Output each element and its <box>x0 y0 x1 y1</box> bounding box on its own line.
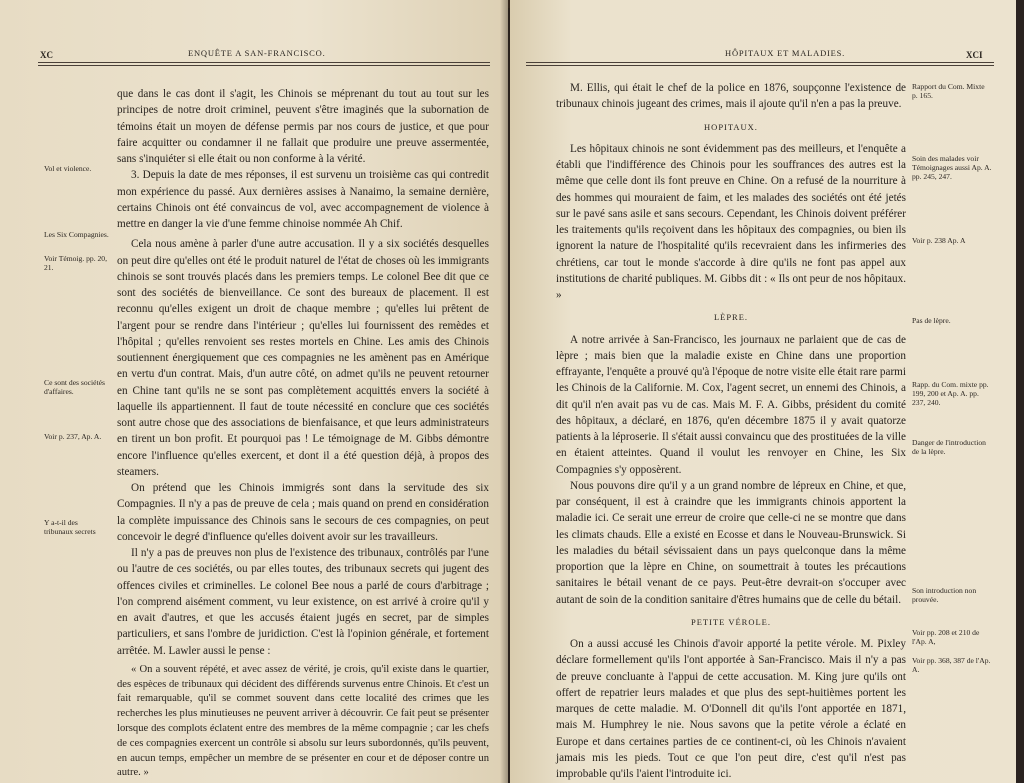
section-heading: PETITE VÉROLE. <box>691 616 771 627</box>
sidenote: Voir pp. 368, 387 de l'Ap. A. <box>912 656 991 674</box>
paragraph: Nous pouvons dire qu'il y a un grand nombre de lépreux en Chine, et que, par conséquent, il est à craindre que les immigrants chinois apportent la maladie ici. Ce serait une erreur de croire que celle-ci ne se montre que dans les climats chauds. Elle a existé en Ecosse et dans le Nouveau-Brunswick. Si les maladies du bétail sévissaient dans un pays quelconque dans la même proportion que la lèpre en Chine, on soumettrait à toutes les précautions sanitaires le bétail venant de ce pays. Peut-être devrait-on s'occuper avec autant de soin de la condition sanitaire d'êtres humains que de celle du bétail. <box>556 479 906 606</box>
paragraph: Les hôpitaux chinois ne sont évidemment pas des meilleurs, et l'enquête a établi que l'indifférence des Chinois pour les souffrances des autres est la même que celle dont ils font preuve en Chine. On a refusé de la nourriture à des hommes qui mouraient de faim, et les malades des sociétés ont été jetés sur le pavé sans asile et sans secours. Cependant, les Chinois doivent préférer les traitements qu'ils reçoivent dans les hôpitaux des compagnies, ou bien ils ignorent la nature de l'hospitalité qu'ils recevraient dans les infirmeries des chrétiens, car tout le monde s'accorde à dire qu'ils ne font pas appel aux institutions de charité publiques. M. Gibbs dit : « Ils ont peur de nos hôpitaux. » <box>556 142 906 301</box>
right-running-head: HÔPITAUX ET MALADIES. <box>725 48 846 58</box>
sidenote: Voir p. 238 Ap. A <box>912 236 966 245</box>
header-rule <box>526 62 994 63</box>
header-rule <box>38 65 490 66</box>
left-page <box>0 0 508 783</box>
sidenote: Soin des malades voir Témoignages aussi Ap. A. pp. 245, 247. <box>912 154 992 181</box>
sidenote: Vol et violence. <box>44 164 92 173</box>
paragraph: que dans le cas dont il s'agit, les Chinois se méprenant du tout au tout sur les principes de notre droit criminel, peuvent s'être imaginés que la subornation de témoins était un moyen de défense permis par nos cours de justice, et que pour faire acquitter ou condamner il ne fallait que produire une preuve assermentée, sans s'inquiéter si elle était ou non conforme à la vérité. <box>117 88 489 165</box>
sidenote: Pas de lèpre. <box>912 316 951 325</box>
sidenote: Y a-t-il des tribunaux secrets <box>44 518 96 536</box>
section-heading: LÈPRE. <box>713 312 749 323</box>
sidenote: Rapport du Com. Mixte p. 165. <box>912 82 985 100</box>
paragraph: Il n'y a pas de preuves non plus de l'existence des tribunaux, contrôlés par l'une ou l'autre de ces sociétés, ou par elles toutes, des tribunaux secrets qui jugent des offences civiles et criminelles. Le colonel Bee nous a parlé de cours d'arbitrage ; l'on comprend aisément comment, vu leur existence, on est arrivé à croire qu'il y en avait d'autres, et que les accusés étaient jugés en secret, par de simples particuliers, et sans l'ombre de juridiction. C'est là l'opinion générale, et fortement arrêtée. M. Lawler aussi le pense : <box>117 547 489 657</box>
sidenote: Rapp. du Com. mixte pp. 199, 200 et Ap. A. pp. 237, 240. <box>912 380 989 407</box>
right-folio: XCI <box>966 50 983 60</box>
left-folio: XC <box>40 50 53 60</box>
left-body <box>117 86 489 781</box>
sidenote: Voir p. 237, Ap. A. <box>44 432 102 441</box>
paragraph: M. Ellis, qui était le chef de la police en 1876, soupçonne l'existence de tribunaux chinois jugeant des crimes, mais il ajoute qu'il n'en a pas la preuve. <box>556 82 906 111</box>
paragraph: 3. Depuis la date de mes réponses, il est survenu un troisième cas qui contredit mon expérience du passé. Aux dernières assises à Nanaimo, la semaine dernière, certains Chinois ont été convaincus de vol, avec accompagnement de violence à mettre en danger la vie d'une femme chinoise nommée Ah Chif. <box>117 169 489 230</box>
sidenote: Les Six Compagnies. <box>44 230 109 239</box>
left-running-head: ENQUÊTE A SAN-FRANCISCO. <box>188 48 326 58</box>
header-rule <box>38 62 490 63</box>
quotation: « On a souvent répété, et avec assez de vérité, je crois, qu'il existe dans le quartier, des espèces de tribunaux qui décident des différends survenus entre Chinois. Et c'est un fait remarquable, qu'il se commet souvent dans cette localité des crimes que les recherches les plus minutieuses ne peuvent arriver à découvrir. Ce fait peut se présenter lorsque des complots éclatent entre des membres de la même compagnie ; car les chefs de ces compagnies exercent un contrôle si absolu sur leurs subordonnés, qu'ils peuvent, en aucun temps, empêcher un membre de se présenter en cour et de déposer contre un autre. » <box>117 663 489 779</box>
paragraph: On prétend que les Chinois immigrés sont dans la servitude des six Compagnies. Il n'y a pas de preuve de cela ; mais quand on prend en considération la complète impuissance des Chinois sans le secours de ces compagnies, on peut concevoir le degré d'influence qu'elles doivent avoir sur les travailleurs. <box>117 482 489 543</box>
right-page <box>510 0 1024 783</box>
sidenote: Ce sont des sociétés d'affaires. <box>44 378 105 396</box>
paragraph: On a aussi accusé les Chinois d'avoir apporté la petite vérole. M. Pixley déclare formellement qu'ils l'ont apportée à San-Francisco. Mais il n'y a pas de preuve concluante à l'appui de cette accusation. M. King jure qu'ils ont offert de repatrier leurs malades et que plus des sept-huitièmes portent les marques de cette maladie. M. O'Donnell dit qu'ils l'ont apportée en 1871, mais M. Humphrey le nie. Nous savons que la petite vérole a éclaté en Europe et dans certaines parties de ce continent-ci, où les Chinois n'avaient jamais mis les pieds. Tout ce que l'on peut dire, c'est qu'il n'est pas improbable qu'ils l'aient l'introduite ici. <box>556 638 906 780</box>
sidenote: Voir Témoig. pp. 20, 21. <box>44 254 107 272</box>
paragraph: Cela nous amène à parler d'une autre accusation. Il y a six sociétés desquelles on peut dire qu'elles ont été le produit naturel de l'état de choses où les immigrants chinois se sont trouvés placés dans les premiers temps. Le colonel Bee dit que ce sont des sociétés de bienveillance. Ce sont des bureaux de placement. Il est reconnu qu'elles exigent un droit de chaque membre ; qu'elles lui prêtent de l'argent pour se rendre dans l'intérieur ; qu'elles lui fournissent des remèdes et l'hôpital ; qu'elles renvoient ses restes mortels en Chine. Les amis des Chinois soutiennent énergiquement que ces compagnies ne les amènent pas en Amérique en vertu d'un contrat. Mais, d'un autre côté, on admet qu'ils ne peuvent retourner en Chine tant qu'ils ne se sont pas complètement acquittés envers la société à laquelle ils appartiennent. Il faut de toute nécessité en conclure que ces sociétés sont autre chose que des associations de bienfaisance, et que leurs administrateurs en tirent un bon profit. Et pourquoi pas ! Le témoignage de M. Gibbs démontre encore l'influence qu'elles exercent, et dont il a été question déjà, à propos des steamers. <box>117 238 489 478</box>
header-rule <box>526 65 994 66</box>
paragraph: A notre arrivée à San-Francisco, les journaux ne parlaient que de cas de lèpre ; mais bien que la maladie existe en Chine dans une proportion effrayante, l'enquête a prouvé qu'à l'époque de notre visite elle était rare parmi les Chinois de la Californie. M. Cox, l'agent secret, un ennemi des Chinois, a dit qu'il n'en avait pas vu de cas. Mais M. F. A. Gibbs, président du comité des hôpitaux, a déclaré, en 1876, qu'en décembre 1875 il y avait quatorze patients à la léproserie. Il s'était aussi convaincu que des prostituées de la ville en étaient atteintes. Quand il voulut les renvoyer en Chine, les Six Compagnies s'y opposèrent. <box>556 333 906 476</box>
book-edge-right <box>1016 0 1024 783</box>
sidenote: Danger de l'introduction de la lèpre. <box>912 438 986 456</box>
right-body <box>556 80 906 782</box>
section-heading: HOPITAUX. <box>704 121 758 132</box>
sidenote: Voir pp. 208 et 210 de l'Ap. A, <box>912 628 980 646</box>
sidenote: Son introduction non prouvée. <box>912 586 977 604</box>
